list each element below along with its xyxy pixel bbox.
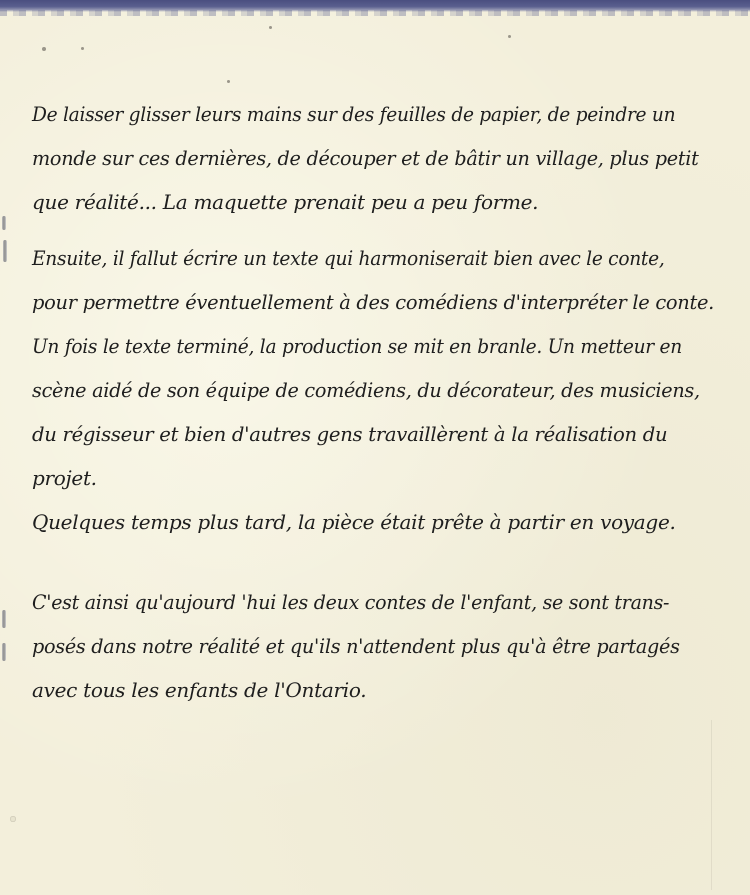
punch-hole-mark — [10, 816, 16, 822]
paragraph-maquette — [32, 92, 702, 224]
text-line: du régisseur et bien d'autres gens travaillèrent à la réalisation du — [32, 422, 668, 446]
text-line: C'est ainsi qu'aujourd 'hui les deux contes de l'enfant, se sont trans- — [32, 590, 670, 614]
handwritten-text-body — [32, 92, 715, 712]
text-line: Un fois le texte terminé, la production se mit en branle. Un metteur en — [32, 334, 682, 358]
paper-speck — [227, 80, 230, 83]
paragraph-voyage — [32, 500, 702, 544]
paper-speck — [269, 26, 272, 29]
paper-speck — [508, 35, 511, 38]
staple-mark — [2, 610, 6, 628]
text-line: que réalité... La maquette prenait peu a peu forme. — [32, 190, 539, 214]
text-line: Ensuite, il fallut écrire un texte qui harmoniserait bien avec le conte, — [32, 246, 665, 270]
bleed-through-rule — [711, 720, 712, 890]
staple-mark — [2, 643, 6, 661]
text-line: scène aidé de son équipe de comédiens, du décorateur, des musiciens, — [32, 378, 700, 402]
text-line: De laisser glisser leurs mains sur des feuilles de papier, de peindre un — [32, 102, 676, 126]
paper-speck — [81, 47, 84, 50]
text-line: avec tous les enfants de l'Ontario. — [32, 678, 367, 702]
paragraph-production — [32, 236, 715, 500]
text-line: projet. — [32, 466, 97, 490]
paper-speck — [42, 47, 46, 51]
text-line: Quelques temps plus tard, la pièce était prête à partir en voyage. — [32, 510, 676, 534]
paragraph-ontario — [32, 580, 702, 712]
staple-mark — [2, 216, 6, 230]
top-blue-band — [0, 0, 750, 12]
text-line: monde sur ces dernières, de découper et de bâtir un village, plus petit — [32, 146, 699, 170]
staple-mark — [3, 240, 7, 262]
text-line: posés dans notre réalité et qu'ils n'attendent plus qu'à être partagés — [32, 634, 680, 658]
text-line: pour permettre éventuellement à des comédiens d'interpréter le conte. — [32, 290, 715, 314]
